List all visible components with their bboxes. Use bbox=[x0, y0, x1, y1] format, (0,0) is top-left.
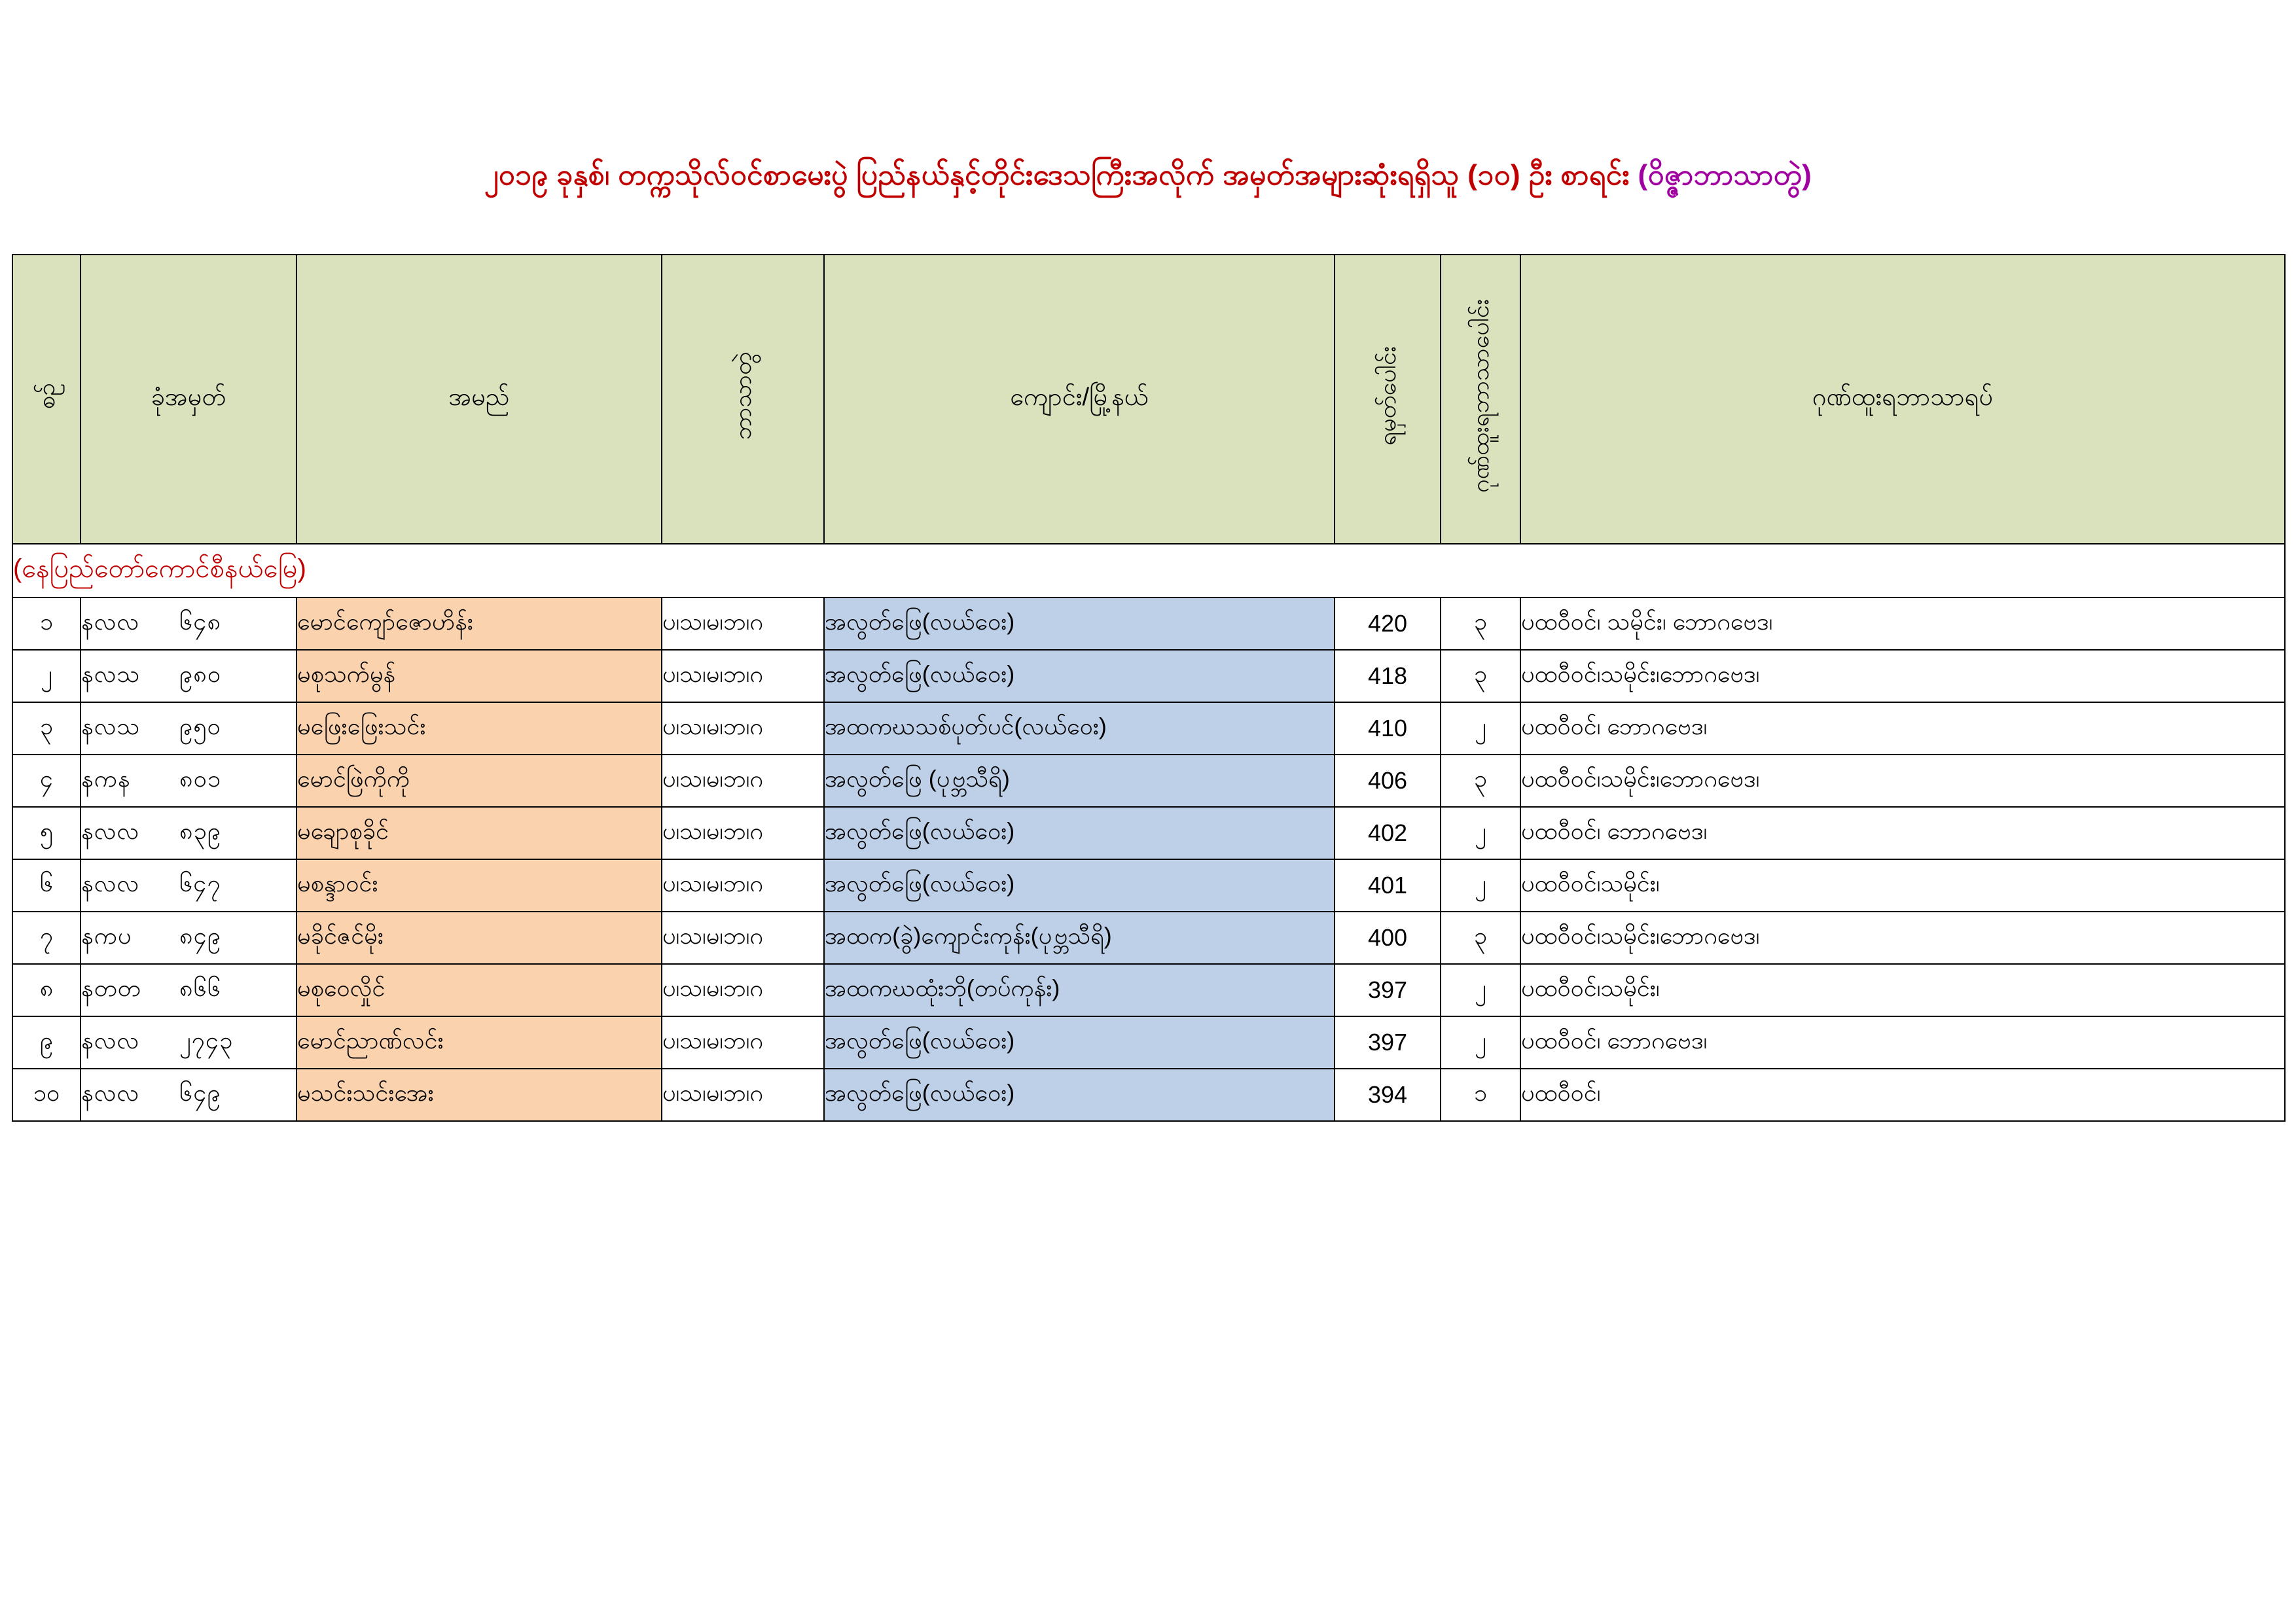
cell-roll-number: ၆၄၈ bbox=[179, 608, 222, 635]
cell-roll-prefix: နလလ bbox=[81, 608, 140, 635]
cell-roll bbox=[81, 964, 296, 1016]
cell-school: အလွတ်ဖြေ(လယ်ဝေး) bbox=[824, 1069, 1335, 1121]
cell-school: အလွတ်ဖြေ (ပုဗ္ဘသီရိ) bbox=[824, 755, 1335, 807]
cell-roll-prefix: နလလ bbox=[81, 817, 140, 844]
cell-honour-subjects: ပထဝီဝင်၊ bbox=[1520, 1069, 2285, 1121]
cell-no: ၆ bbox=[12, 859, 81, 912]
cell-total-marks: 401 bbox=[1335, 859, 1441, 912]
cell-school: အထက(ခွဲ)ကျောင်းကုန်း(ပုဗ္ဘသီရိ) bbox=[824, 912, 1335, 964]
cell-total-marks: 400 bbox=[1335, 912, 1441, 964]
column-header-marks-label: ရမှတ်ပေါင်း bbox=[1374, 346, 1401, 446]
cell-roll-number: ၉၅၀ bbox=[179, 713, 221, 740]
cell-roll-prefix: နလသ bbox=[81, 660, 141, 687]
cell-name: မောင်ကျော်ဇောဟိန်း bbox=[296, 597, 662, 650]
cell-school: အလွတ်ဖြေ(လယ်ဝေး) bbox=[824, 650, 1335, 702]
cell-honour-subjects: ပထဝီဝင်၊သမိုင်း၊ဘောဂဗေဒ၊ bbox=[1520, 755, 2285, 807]
cell-total-marks: 394 bbox=[1335, 1069, 1441, 1121]
results-table bbox=[12, 254, 2286, 1122]
cell-name: မဖြေးဖြေးသင်း bbox=[296, 702, 662, 755]
cell-distinction-count: ၂ bbox=[1441, 1016, 1520, 1069]
cell-subject-combination: ပ၊သ၊မ၊ဘ၊ဂ bbox=[662, 859, 824, 912]
cell-distinction-count: ၂ bbox=[1441, 702, 1520, 755]
cell-no: ၄ bbox=[12, 755, 81, 807]
cell-subject-combination: ပ၊သ၊မ၊ဘ၊ဂ bbox=[662, 964, 824, 1016]
cell-roll bbox=[81, 1016, 296, 1069]
column-header-subject bbox=[662, 255, 824, 544]
cell-roll bbox=[81, 807, 296, 859]
cell-distinction-count: ၁ bbox=[1441, 1069, 1520, 1121]
table-row bbox=[12, 807, 2285, 859]
cell-name: မစန္ဒာဝင်း bbox=[296, 859, 662, 912]
cell-roll-number: ၈၀၁ bbox=[179, 765, 222, 792]
cell-roll bbox=[81, 597, 296, 650]
table-row bbox=[12, 912, 2285, 964]
cell-total-marks: 410 bbox=[1335, 702, 1441, 755]
table-row bbox=[12, 755, 2285, 807]
cell-roll-number: ၈၆၆ bbox=[179, 974, 222, 1001]
cell-honour-subjects: ပထဝီဝင်၊သမိုင်း၊ bbox=[1520, 859, 2285, 912]
cell-honour-subjects: ပထဝီဝင်၊ သမိုင်း၊ ဘောဂဗေဒ၊ bbox=[1520, 597, 2285, 650]
column-header-no-label: စဉ် bbox=[33, 382, 60, 410]
cell-honour-subjects: ပထဝီဝင်၊ ဘောဂဗေဒ၊ bbox=[1520, 702, 2285, 755]
column-header-roll-label: ခုံအမှတ် bbox=[151, 383, 226, 411]
cell-distinction-count: ၃ bbox=[1441, 650, 1520, 702]
cell-roll bbox=[81, 755, 296, 807]
cell-roll-number: ၈၄၉ bbox=[179, 922, 222, 949]
cell-school: အထကဃထုံးဘို(တပ်ကုန်း) bbox=[824, 964, 1335, 1016]
column-header-name-label: အမည် bbox=[448, 383, 510, 411]
column-header-name bbox=[296, 255, 662, 544]
cell-roll-prefix: နကန bbox=[81, 765, 131, 792]
column-header-honour-subjects bbox=[1520, 255, 2285, 544]
cell-school: အလွတ်ဖြေ(လယ်ဝေး) bbox=[824, 807, 1335, 859]
cell-no: ၅ bbox=[12, 807, 81, 859]
cell-name: မခိုင်ဇင်မိုး bbox=[296, 912, 662, 964]
cell-total-marks: 397 bbox=[1335, 964, 1441, 1016]
cell-subject-combination: ပ၊သ၊မ၊ဘ၊ဂ bbox=[662, 912, 824, 964]
cell-roll-prefix: နကပ bbox=[81, 922, 132, 949]
table-row bbox=[12, 1016, 2285, 1069]
table-row bbox=[12, 597, 2285, 650]
table-row bbox=[12, 859, 2285, 912]
cell-no: ၁၀ bbox=[12, 1069, 81, 1121]
table-body bbox=[12, 597, 2285, 1121]
cell-name: မောင်ဖြဲကိုကို bbox=[296, 755, 662, 807]
cell-school: အထကဃသစ်ပုတ်ပင်(လယ်ဝေး) bbox=[824, 702, 1335, 755]
cell-school: အလွတ်ဖြေ(လယ်ဝေး) bbox=[824, 1016, 1335, 1069]
cell-roll-number: ၂၇၄၃ bbox=[179, 1027, 234, 1054]
cell-honour-subjects: ပထဝီဝင်၊ ဘောဂဗေဒ၊ bbox=[1520, 1016, 2285, 1069]
cell-name: မောင်ညာဏ်လင်း bbox=[296, 1016, 662, 1069]
cell-roll-prefix: နလလ bbox=[81, 870, 140, 897]
table-row bbox=[12, 650, 2285, 702]
cell-total-marks: 420 bbox=[1335, 597, 1441, 650]
column-header-subject-label: ဘာသာတွဲ bbox=[729, 351, 757, 440]
cell-name: မချောစုခိုင် bbox=[296, 807, 662, 859]
cell-honour-subjects: ပထဝီဝင်၊သမိုင်း၊ဘောဂဗေဒ၊ bbox=[1520, 650, 2285, 702]
cell-honour-subjects: ပထဝီဝင်၊သမိုင်း၊ဘောဂဗေဒ၊ bbox=[1520, 912, 2285, 964]
cell-distinction-count: ၂ bbox=[1441, 807, 1520, 859]
cell-honour-subjects: ပထဝီဝင်၊ ဘောဂဗေဒ၊ bbox=[1520, 807, 2285, 859]
cell-name: မစုဝေလှိုင် bbox=[296, 964, 662, 1016]
cell-school: အလွတ်ဖြေ(လယ်ဝေး) bbox=[824, 597, 1335, 650]
cell-name: မစုသက်မွန် bbox=[296, 650, 662, 702]
cell-distinction-count: ၃ bbox=[1441, 912, 1520, 964]
column-header-no bbox=[12, 255, 81, 544]
cell-no: ၃ bbox=[12, 702, 81, 755]
cell-roll bbox=[81, 912, 296, 964]
cell-total-marks: 397 bbox=[1335, 1016, 1441, 1069]
cell-subject-combination: ပ၊သ၊မ၊ဘ၊ဂ bbox=[662, 702, 824, 755]
cell-total-marks: 406 bbox=[1335, 755, 1441, 807]
cell-subject-combination: ပ၊သ၊မ၊ဘ၊ဂ bbox=[662, 755, 824, 807]
cell-distinction-count: ၂ bbox=[1441, 859, 1520, 912]
column-header-marks bbox=[1335, 255, 1441, 544]
column-header-roll bbox=[81, 255, 296, 544]
cell-no: ၈ bbox=[12, 964, 81, 1016]
page-title bbox=[0, 157, 2296, 199]
page-title-subject: (ဝိဇ္ဇာဘာသာတွဲ) bbox=[1638, 159, 1812, 191]
cell-roll-prefix: နလလ bbox=[81, 1079, 140, 1106]
cell-total-marks: 402 bbox=[1335, 807, 1441, 859]
cell-subject-combination: ပ၊သ၊မ၊ဘ၊ဂ bbox=[662, 650, 824, 702]
region-section-label: (နေပြည်တော်ကောင်စီနယ်မြေ) bbox=[12, 544, 2285, 597]
cell-subject-combination: ပ၊သ၊မ၊ဘ၊ဂ bbox=[662, 1069, 824, 1121]
cell-roll bbox=[81, 1069, 296, 1121]
cell-school: အလွတ်ဖြေ(လယ်ဝေး) bbox=[824, 859, 1335, 912]
cell-roll-number: ၆၄၉ bbox=[179, 1079, 221, 1106]
cell-roll-number: ၆၄၇ bbox=[179, 870, 221, 897]
cell-subject-combination: ပ၊သ၊မ၊ဘ၊ဂ bbox=[662, 1016, 824, 1069]
cell-roll-prefix: နလသ bbox=[81, 713, 141, 740]
table-row bbox=[12, 964, 2285, 1016]
table-row bbox=[12, 1069, 2285, 1121]
cell-honour-subjects: ပထဝီဝင်၊သမိုင်း၊ bbox=[1520, 964, 2285, 1016]
cell-subject-combination: ပ၊သ၊မ၊ဘ၊ဂ bbox=[662, 597, 824, 650]
column-header-school bbox=[824, 255, 1335, 544]
cell-no: ၉ bbox=[12, 1016, 81, 1069]
cell-name: မသင်းသင်းအေး bbox=[296, 1069, 662, 1121]
column-header-distinction-count-label: ဂုဏ်ထူးရဘာသာပေါင်း bbox=[1467, 299, 1494, 493]
column-header-school-label: ကျောင်း/မြို့နယ် bbox=[1010, 383, 1149, 411]
cell-distinction-count: ၃ bbox=[1441, 597, 1520, 650]
cell-roll-number: ၈၃၉ bbox=[179, 817, 222, 844]
cell-total-marks: 418 bbox=[1335, 650, 1441, 702]
table-row bbox=[12, 702, 2285, 755]
page-title-main: ၂၀၁၉ ခုနှစ်၊ တက္ကသိုလ်ဝင်စာမေးပွဲ ပြည်နယ်နှင့်တိုင်းဒေသကြီးအလိုက် အမှတ်အများဆုံးရရှိသူ (၁၀) ဦး စာရင်း bbox=[484, 159, 1630, 191]
cell-subject-combination: ပ၊သ၊မ၊ဘ၊ဂ bbox=[662, 807, 824, 859]
cell-distinction-count: ၃ bbox=[1441, 755, 1520, 807]
column-header-distinction-count bbox=[1441, 255, 1520, 544]
cell-no: ၇ bbox=[12, 912, 81, 964]
cell-no: ၂ bbox=[12, 650, 81, 702]
cell-no: ၁ bbox=[12, 597, 81, 650]
cell-roll bbox=[81, 650, 296, 702]
cell-roll-prefix: နလလ bbox=[81, 1027, 140, 1054]
cell-distinction-count: ၂ bbox=[1441, 964, 1520, 1016]
cell-roll-prefix: နတတ bbox=[81, 974, 141, 1001]
cell-roll bbox=[81, 702, 296, 755]
region-section-row bbox=[12, 544, 2285, 597]
cell-roll-number: ၉၈၀ bbox=[179, 660, 222, 687]
column-header-honour-subjects-label: ဂုဏ်ထူးရဘာသာရပ် bbox=[1812, 383, 1994, 411]
cell-roll bbox=[81, 859, 296, 912]
table-header-row bbox=[12, 255, 2285, 544]
